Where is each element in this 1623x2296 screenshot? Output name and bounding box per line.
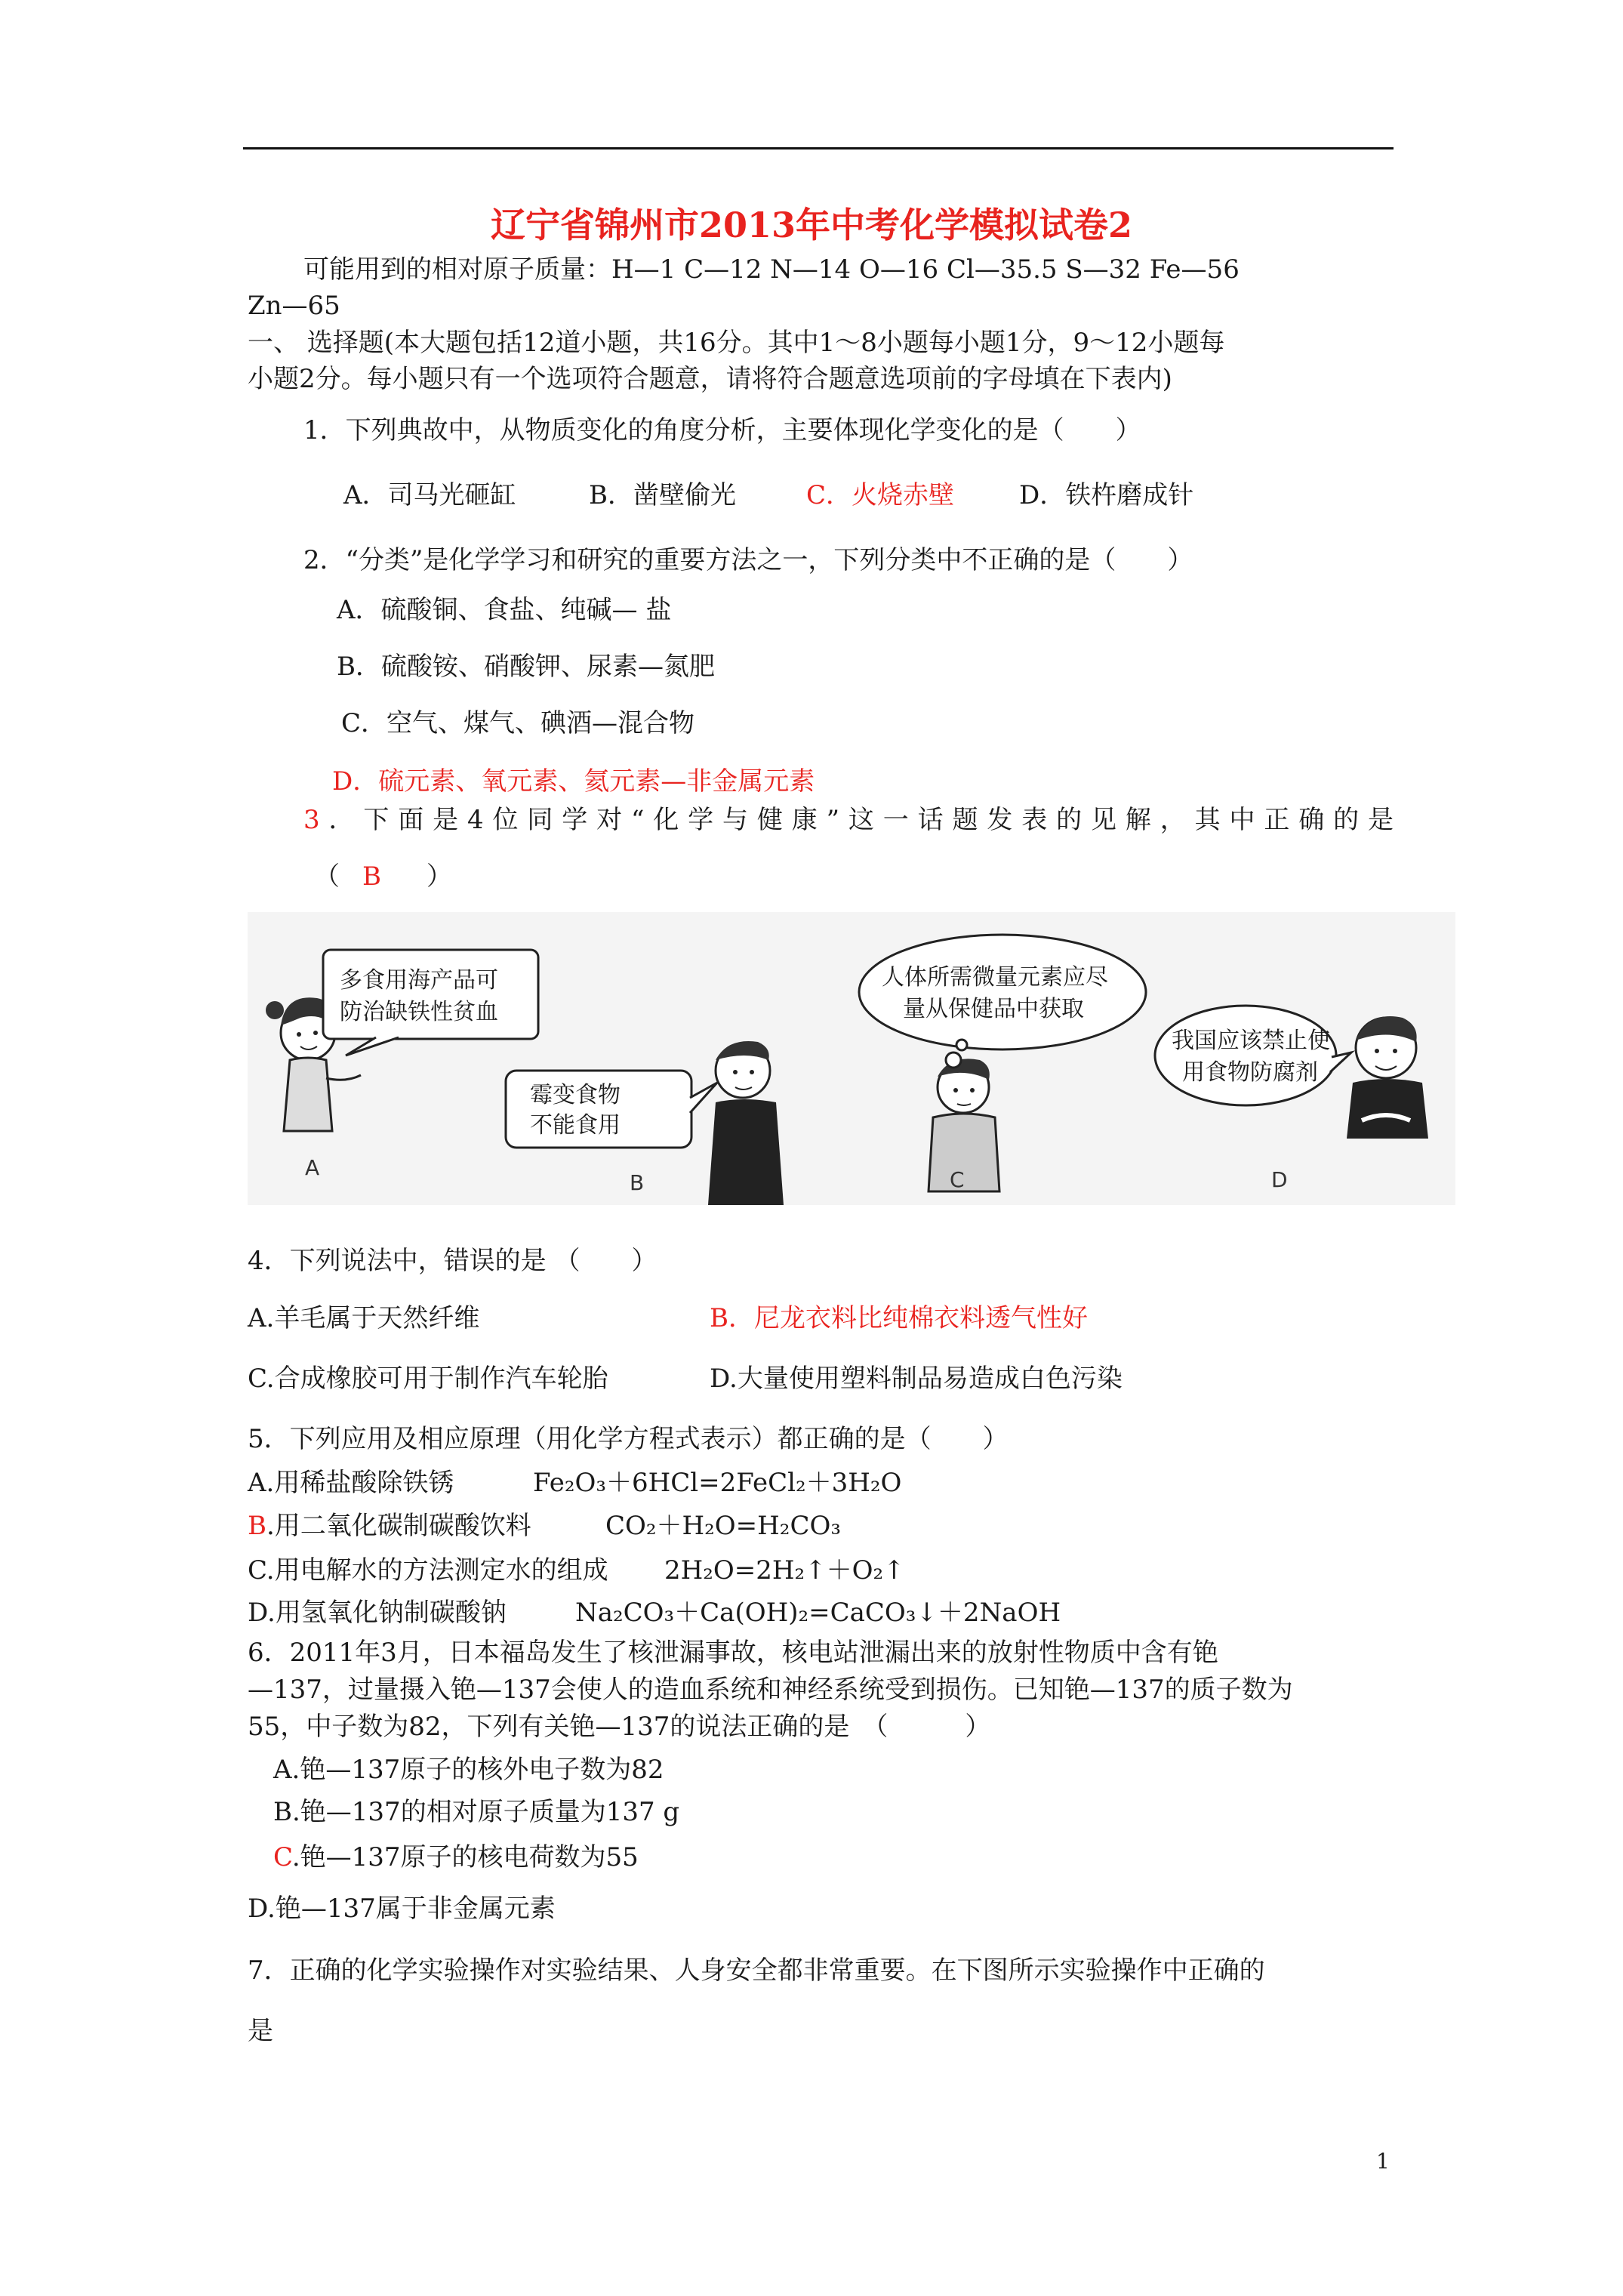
q3-stem-justified [303,805,1394,835]
q4-option-d: D.大量使用塑料制品易造成白色污染 [710,1364,1123,1394]
atomic-masses-line1: 可能用到的相对原子质量：H—1 C—12 N—14 O—16 Cl—35.5 S—32 Fe—56 [303,254,1240,285]
q3-answer-parens [314,861,452,892]
q5-option-c-text: C.用电解水的方法测定水的组成 [248,1555,608,1586]
cartoon-label-c: C [950,1167,965,1192]
q2-option-a: A．硫酸铜、食盐、纯碱— 盐 [337,595,672,625]
cartoon-label-b: B [630,1170,645,1195]
q3-answer: B [362,861,381,892]
cartoon-d-text-2: 用食物防腐剂 [1182,1059,1318,1086]
q5-option-c-equation: 2H₂O=2H₂↑＋O₂↑ [664,1555,905,1586]
q6-stem-line1: 6．2011年3月，日本福岛发生了核泄漏事故，核电站泄漏出来的放射性物质中含有铯 [248,1638,1218,1668]
q5-option-b-letter: B [248,1511,266,1541]
cartoon-bubble-b [506,1071,717,1148]
q5-option-b-equation: CO₂＋H₂O=H₂CO₃ [605,1511,841,1541]
cartoon-label-a: A [305,1155,320,1180]
cartoon-b-text-2: 不能食用 [530,1112,621,1139]
q3-paren-close: ） [427,861,452,892]
q2-option-c: C．空气、煤气、碘酒—混合物 [341,708,695,738]
cartoon-c-text-2: 量从保健品中获取 [903,996,1084,1022]
page-number: 1 [1376,2149,1390,2174]
cartoon-b-text-1: 霉变食物 [530,1082,621,1108]
cartoon-a-text-2: 防治缺铁性贫血 [340,999,498,1025]
q5-option-d-text: D.用氢氧化钠制碳酸钠 [248,1598,507,1628]
q2-stem: 2．“分类”是化学学习和研究的重要方法之一，下列分类中不正确的是（ ） [303,545,1193,575]
q6-option-c [273,1842,639,1872]
q1-option-c: C．火烧赤壁 [806,480,955,510]
q7-stem-line1: 7．正确的化学实验操作对实验结果、人身安全都非常重要。在下图所示实验操作中正确的 [248,1955,1265,1986]
q6-option-a: A.铯—137原子的核外电子数为82 [273,1755,664,1785]
q5-option-a-text: A.用稀盐酸除铁锈 [248,1468,454,1498]
cartoon-a-text-1: 多食用海产品可 [340,967,498,994]
q6-stem-line3: 55，中子数为82，下列有关铯—137的说法正确的是 （ ） [248,1712,991,1742]
cartoon-label-d: D [1271,1167,1288,1192]
q4-stem: 4．下列说法中，错误的是 （ ） [248,1246,658,1276]
q4-option-a: A.羊毛属于天然纤维 [248,1303,480,1333]
section-heading-line2: 小题2分。每小题只有一个选项符合题意，请将符合题意选项前的字母填在下表内) [248,364,1172,394]
q1-option-b: B．凿壁偷光 [589,480,736,510]
q7-stem-line2: 是 [248,2016,273,2046]
q6-option-d: D.铯—137属于非金属元素 [248,1894,556,1924]
q3-number: 3 [303,805,320,835]
q3-stem: ．下面是4位同学对“化学与健康”这一话题发表的见解，其中正确的是 [319,805,1394,835]
q5-option-a-equation: Fe₂O₃＋6HCl=2FeCl₂＋3H₂O [533,1468,902,1498]
cartoon-c-text-1: 人体所需微量元素应尽 [882,964,1108,991]
q2-option-d: D．硫元素、氧元素、氦元素—非金属元素 [332,766,815,797]
q1-option-d: D．铁杵磨成针 [1019,480,1194,510]
q3-cartoon-illustration [248,912,1455,1205]
q5-option-b [248,1511,531,1541]
q2-option-b: B．硫酸铵、硝酸钾、尿素—氮肥 [337,652,715,682]
q6-option-c-text: .铯—137原子的核电荷数为55 [291,1842,639,1872]
q6-option-c-letter: C [273,1842,292,1872]
atomic-masses-line2: Zn—65 [248,291,340,321]
q5-stem: 5．下列应用及相应原理（用化学方程式表示）都正确的是（ ） [248,1424,1009,1454]
q3-stem-row [303,805,1394,835]
q5-option-b-text: .用二氧化碳制碳酸饮料 [266,1511,531,1541]
q6-option-b: B.铯—137的相对原子质量为137 g [273,1797,680,1827]
q1-stem: 1．下列典故中，从物质变化的角度分析，主要体现化学变化的是（ ） [303,415,1141,445]
section-heading-line1: 一、 选择题(本大题包括12道小题，共16分。其中1～8小题每小题1分，9～12小题每 [248,328,1225,358]
q3-paren-open: （ [314,861,340,892]
q5-option-d-equation: Na₂CO₃＋Ca(OH)₂=CaCO₃↓＋2NaOH [575,1598,1061,1628]
page-title: 辽宁省锦州市2013年中考化学模拟试卷2 [490,205,1133,245]
q6-stem-line2: —137，过量摄入铯—137会使人的造血系统和神经系统受到损伤。已知铯—137的质子数为 [248,1675,1293,1705]
q1-option-a: A．司马光砸缸 [343,480,516,510]
cartoon-d-text-1: 我国应该禁止使 [1172,1028,1330,1054]
cartoon-bubble-a [323,950,538,1056]
q4-option-b: B．尼龙衣料比纯棉衣料透气性好 [710,1303,1088,1333]
header-rule [243,147,1394,149]
q4-option-c: C.合成橡胶可用于制作汽车轮胎 [248,1364,608,1394]
